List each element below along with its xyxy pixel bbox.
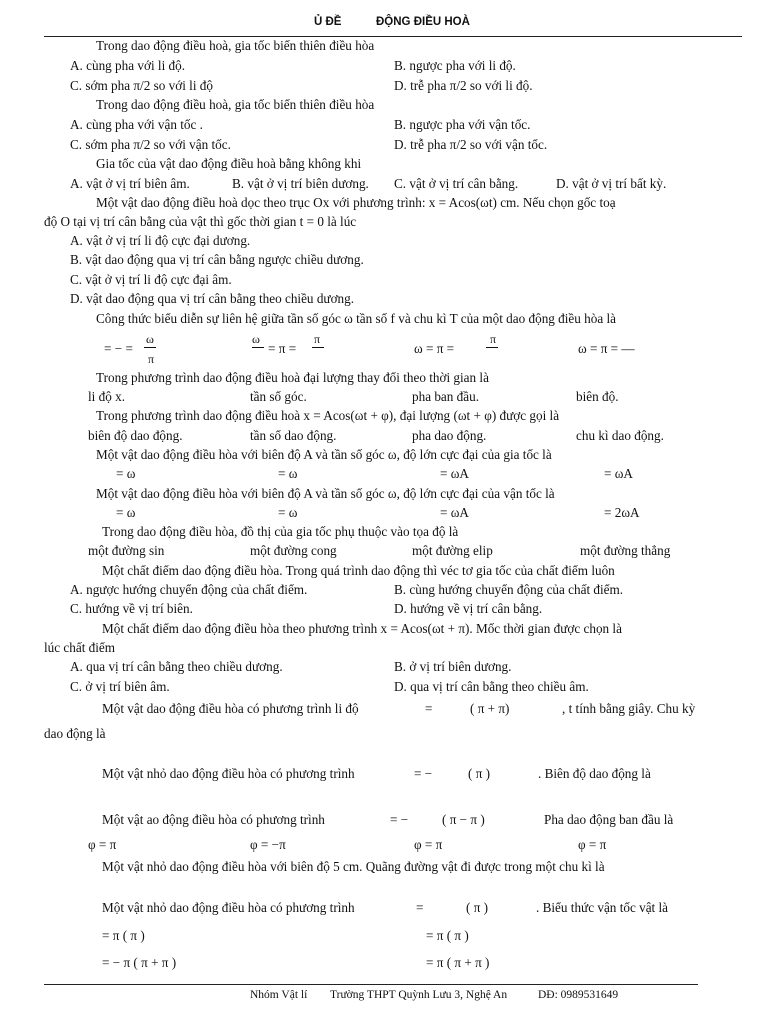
q9-option-a: = ω	[116, 505, 136, 520]
q5-option-a-numerator: ω	[146, 332, 154, 346]
q17-option-c: = − π ( π + π )	[102, 955, 177, 970]
q4-stem-line2: độ O tại vị trí cân bằng của vật thì gốc thời gian t = 0 là lúc	[44, 214, 357, 229]
q11-stem: Một chất điểm dao động điều hòa. Trong quá trình dao động thì véc tơ gia tốc của chất điểm luôn	[102, 563, 615, 578]
q8-option-a: = ω	[116, 466, 136, 481]
q13-stem-line2: dao động là	[44, 726, 106, 741]
q2-option-a: A. cùng pha với vận tốc .	[70, 117, 203, 132]
q2-stem: Trong dao động điều hoà, gia tốc biến thiên điều hòa	[96, 97, 375, 112]
q11-option-b: B. cùng hướng chuyển động của chất điểm.	[394, 582, 624, 597]
q12-stem-line2: lúc chất điểm	[44, 640, 116, 655]
q15-option-c: φ = π	[414, 837, 443, 852]
q15-option-a: φ = π	[88, 837, 117, 852]
q10-option-d: một đường thẳng	[580, 543, 671, 558]
q14-stem: Một vật nhỏ dao động điều hòa có phương trình	[102, 766, 355, 781]
q1-option-b: B. ngược pha với li độ.	[394, 58, 516, 73]
q5-option-b-numerator: ω	[252, 332, 260, 346]
q1-stem: Trong dao động điều hoà, gia tốc biến thiên điều hòa	[96, 38, 375, 53]
q8-option-b: = ω	[278, 466, 298, 481]
q10-option-b: một đường cong	[250, 543, 337, 558]
q2-option-b: B. ngược pha với vận tốc.	[394, 117, 531, 132]
q1-option-a: A. cùng pha với li độ.	[70, 58, 186, 73]
q8-option-d: = ωA	[604, 466, 633, 481]
footer-school: Trường THPT Quỳnh Lưu 3, Nghệ An	[330, 989, 508, 1001]
q11-option-d: D. hướng về vị trí cân bằng.	[394, 601, 543, 616]
q15-option-d: φ = π	[578, 837, 607, 852]
q5-option-b-fraction-bar	[252, 347, 264, 348]
q15-option-b: φ = −π	[250, 837, 286, 852]
q12-option-d: D. qua vị trí cân bằng theo chiều âm.	[394, 679, 589, 694]
q17-equation-equals: =	[416, 900, 424, 915]
q10-option-a: một đường sin	[88, 543, 165, 558]
q11-option-c: C. hướng về vị trí biên.	[70, 601, 193, 616]
q13-equation-equals: =	[425, 701, 433, 716]
q7-option-a: biên độ dao động.	[88, 428, 183, 443]
q5-option-a: = − =	[104, 341, 133, 356]
q6-option-a: li độ x.	[88, 389, 125, 404]
q5-option-a-fraction-bar	[144, 347, 156, 348]
q6-stem: Trong phương trình dao động điều hoà đại lượng thay đổi theo thời gian là	[96, 370, 489, 385]
q10-option-c: một đường elip	[412, 543, 493, 558]
q3-option-c: C. vật ở vị trí cân bằng.	[394, 176, 519, 191]
q2-option-d: D. trễ pha π/2 so với vận tốc.	[394, 137, 548, 152]
footer-rule	[44, 984, 698, 985]
q6-option-d: biên độ.	[576, 389, 619, 404]
footer-group: Nhóm Vật lí	[250, 989, 308, 1001]
q5-option-a-denominator: π	[148, 352, 155, 366]
q2-option-c: C. sớm pha π/2 so với vận tốc.	[70, 137, 231, 152]
q8-option-c: = ωA	[440, 466, 469, 481]
q17-equation-phase: ( π )	[466, 900, 489, 915]
q14-equation-equals: = −	[414, 766, 433, 781]
q5-option-c-numerator: π	[490, 332, 497, 346]
q17-option-d: = π ( π + π )	[426, 955, 490, 970]
header-rule	[44, 36, 742, 37]
q5-option-b: = π =	[268, 341, 297, 356]
q9-stem: Một vật dao động điều hòa với biên độ A và tần số góc ω, độ lớn cực đại của vận tốc là	[96, 486, 555, 501]
header-right: ĐỘNG ĐIỀU HOÀ	[376, 16, 470, 28]
q3-option-b: B. vật ở vị trí biên dương.	[232, 176, 369, 191]
q11-option-a: A. ngược hướng chuyển động của chất điểm.	[70, 582, 308, 597]
q4-option-b: B. vật dao động qua vị trí cân bằng ngược chiều dương.	[70, 252, 364, 267]
q8-stem: Một vật dao động điều hòa với biên độ A và tần số góc ω, độ lớn cực đại của gia tốc là	[96, 447, 552, 462]
q9-option-d: = 2ωA	[604, 505, 640, 520]
q4-option-c: C. vật ở vị trí li độ cực đại âm.	[70, 272, 232, 287]
q5-option-c-fraction-bar	[486, 347, 498, 348]
footer-phone: DĐ: 0989531649	[538, 989, 619, 1001]
q16-stem: Một vật nhỏ dao động điều hòa với biên độ 5 cm. Quãng đường vật đi được trong một chu kì là	[102, 859, 605, 874]
q6-option-c: pha ban đầu.	[412, 389, 480, 404]
q4-option-a: A. vật ở vị trí li độ cực đại dương.	[70, 233, 251, 248]
q4-option-d: D. vật dao động qua vị trí cân bằng theo chiều dương.	[70, 291, 355, 306]
q15-stem-tail: Pha dao động ban đầu là	[544, 812, 674, 827]
q17-stem: Một vật nhỏ dao động điều hòa có phương trình	[102, 900, 355, 915]
q12-option-b: B. ở vị trí biên dương.	[394, 659, 512, 674]
header-left: Ủ ĐỀ	[314, 16, 342, 28]
q15-equation-phase: ( π − π )	[442, 812, 485, 827]
q1-option-d: D. trễ pha π/2 so với li độ.	[394, 78, 533, 93]
q14-stem-tail: . Biên độ dao động là	[538, 766, 651, 781]
q7-option-b: tần số dao động.	[250, 428, 337, 443]
q7-option-d: chu kì dao động.	[576, 428, 664, 443]
q9-option-c: = ωA	[440, 505, 469, 520]
q3-stem: Gia tốc của vật dao động điều hoà bằng không khi	[96, 156, 362, 171]
q17-option-a: = π ( π )	[102, 928, 145, 943]
q17-option-b: = π ( π )	[426, 928, 469, 943]
q13-stem: Một vật dao động điều hòa có phương trình li độ	[102, 701, 359, 716]
q7-option-c: pha dao động.	[412, 428, 487, 443]
q1-option-c: C. sớm pha π/2 so với li độ	[70, 78, 213, 93]
q6-option-b: tần số góc.	[250, 389, 307, 404]
q12-option-a: A. qua vị trí cân bằng theo chiều dương.	[70, 659, 283, 674]
q7-stem: Trong phương trình dao động điều hoà x = Acos(ωt + φ), đại lượng (ωt + φ) được gọi là	[96, 408, 560, 423]
q5-option-b-fraction-bar-2	[312, 347, 324, 348]
q5-option-b-numerator-2: π	[314, 332, 321, 346]
q3-option-a: A. vật ở vị trí biên âm.	[70, 176, 190, 191]
q15-equation-equals: = −	[390, 812, 409, 827]
q13-stem-tail: , t tính bằng giây. Chu kỳ	[562, 701, 696, 716]
q12-option-c: C. ở vị trí biên âm.	[70, 679, 170, 694]
q5-option-c: ω = π =	[414, 341, 455, 356]
q5-option-d: ω = π = —	[578, 341, 635, 356]
q17-stem-tail: . Biểu thức vận tốc vật là	[536, 900, 669, 915]
q5-stem: Công thức biểu diễn sự liên hệ giữa tần số góc ω tần số f và chu kì T của một dao động điều hòa là	[96, 311, 617, 326]
q14-equation-phase: ( π )	[468, 766, 491, 781]
q10-stem: Trong dao động điều hòa, đồ thị của gia tốc phụ thuộc vào tọa độ là	[102, 524, 459, 539]
q12-stem-line1: Một chất điểm dao động điều hòa theo phương trình x = Acos(ωt + π). Mốc thời gian được chọn là	[102, 621, 622, 636]
q13-equation-phase: ( π + π)	[470, 701, 510, 716]
q9-option-b: = ω	[278, 505, 298, 520]
q15-stem: Một vật ao động điều hòa có phương trình	[102, 812, 325, 827]
q4-stem-line1: Một vật dao động điều hoà dọc theo trục Ox với phương trình: x = Acos(ωt) cm. Nếu chọn gốc toạ	[96, 195, 616, 210]
q3-option-d: D. vật ở vị trí bất kỳ.	[556, 176, 667, 191]
